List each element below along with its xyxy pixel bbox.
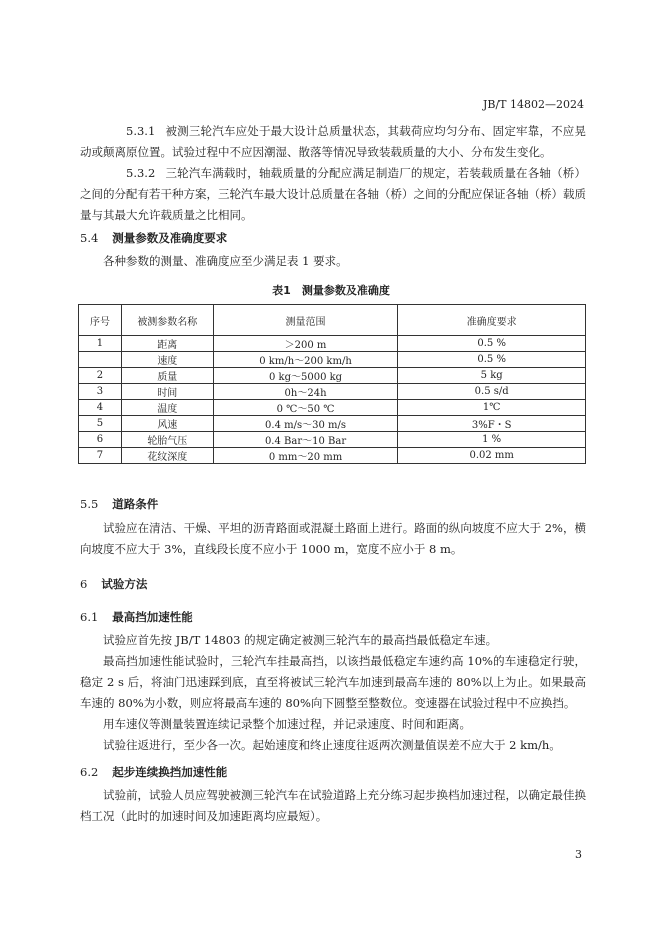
paragraph-6-2: 试验前，试验人员应驾驶被测三轮汽车在试验道路上充分练习起步换档加速过程，以确定最佳换档工况（此时的加速时间及加速距离均应最短）。 xyxy=(80,788,586,823)
table-row xyxy=(79,400,586,416)
cell: 3%F・S xyxy=(398,416,586,432)
clause-number: 5.3.1 xyxy=(126,124,156,138)
heading-5-4 xyxy=(80,230,227,246)
cell: 1 % xyxy=(398,432,586,448)
paragraph-5-5: 试验应在清洁、干燥、平坦的沥青路面或混凝土路面上进行。路面的纵向坡度不应大于 2%，横向坡度不应大于 3%，直线段长度不应小于 1000 m，宽度不应小于 8 m。 xyxy=(80,521,586,556)
col-header: 序号 xyxy=(79,305,122,336)
cell: 0 kg～5000 kg xyxy=(213,368,398,384)
table-caption: 表1 测量参数及准确度 xyxy=(272,284,390,297)
clause-text: 被测三轮汽车应处于最大设计总质量状态，其载荷应均匀分布、固定牢靠，不应晃动或颠离原位置。试验过程中不应因潮湿、散落等情况导致装载质量的大小、分布发生变化。 xyxy=(80,124,586,159)
cell: 3 xyxy=(79,384,122,400)
cell: 0.4 Bar～10 Bar xyxy=(213,432,398,448)
table-row xyxy=(79,352,586,368)
cell: 0.02 mm xyxy=(398,448,586,464)
cell: 5 xyxy=(79,416,122,432)
page-number: 3 xyxy=(575,848,582,861)
heading-number: 6.2 xyxy=(80,765,99,779)
heading-number: 5.5 xyxy=(80,497,99,511)
table-row xyxy=(79,448,586,464)
cell: 7 xyxy=(79,448,122,464)
cell: ＞200 m xyxy=(213,336,398,352)
cell: 距离 xyxy=(121,336,213,352)
cell: 质量 xyxy=(121,368,213,384)
paragraph-6-1-a: 试验应首先按 JB/T 14803 的规定确定被测三轮汽车的最高挡最低稳定车速。 xyxy=(103,633,498,647)
cell xyxy=(79,352,122,368)
cell: 0.4 m/s～30 m/s xyxy=(213,416,398,432)
heading-number: 6.1 xyxy=(80,610,99,624)
cell: 0 km/h～200 km/h xyxy=(213,352,398,368)
table-row xyxy=(79,416,586,432)
cell: 0h～24h xyxy=(213,384,398,400)
heading-number: 6 xyxy=(80,577,88,591)
cell: 0.5 % xyxy=(398,336,586,352)
cell: 温度 xyxy=(121,400,213,416)
clause-5-3-2 xyxy=(80,163,586,226)
standard-code: JB/T 14802—2024 xyxy=(482,98,584,111)
cell: 1℃ xyxy=(398,400,586,416)
col-header: 准确度要求 xyxy=(398,305,586,336)
cell: 6 xyxy=(79,432,122,448)
cell: 轮胎气压 xyxy=(121,432,213,448)
cell: 风速 xyxy=(121,416,213,432)
paragraph-5-4: 各种参数的测量、准确度应至少满足表 1 要求。 xyxy=(103,254,348,268)
measurement-table xyxy=(78,304,586,464)
heading-6-2 xyxy=(80,764,227,780)
cell: 时间 xyxy=(121,384,213,400)
clause-5-3-1 xyxy=(80,121,586,163)
clause-text: 三轮汽车满载时，轴载质量的分配应满足制造厂的规定，若装载质量在各轴（桥）之间的分配有若干种方案，三轮汽车最大设计总质量在各轴（桥）之间的分配应保证各轴（桥）载质量与其最大允许载质量之比相同。 xyxy=(80,166,586,222)
cell: 花纹深度 xyxy=(121,448,213,464)
heading-title: 道路条件 xyxy=(112,497,159,511)
col-header: 测量范围 xyxy=(213,305,398,336)
heading-title: 试验方法 xyxy=(101,577,148,591)
paragraph-6-1-b: 最高挡加速性能试验时，三轮汽车挂最高挡，以该挡最低稳定车速约高 10%的车速稳定行驶，稳定 2 s 后，将油门迅速踩到底，直至将被试三轮汽车加速到最高车速的 80%以上为止。如果最高车速的 80%为小数，则应将最高车速的 80%向下圆整至整数位。变速器在试验过程中不应换挡。 xyxy=(80,654,586,710)
table-row xyxy=(79,384,586,400)
paragraph-6-1-c: 用车速仪等测量装置连续记录整个加速过程，并记录速度、时间和距离。 xyxy=(103,717,471,731)
cell: 1 xyxy=(79,336,122,352)
cell: 0.5 s/d xyxy=(398,384,586,400)
heading-title: 最高挡加速性能 xyxy=(112,610,193,624)
cell: 4 xyxy=(79,400,122,416)
heading-6 xyxy=(80,576,147,592)
heading-number: 5.4 xyxy=(80,231,99,245)
paragraph-6-1-d: 试验往返进行，至少各一次。起始速度和终止速度往返两次测量值误差不应大于 2 km/h。 xyxy=(103,738,561,752)
cell: 0.5 % xyxy=(398,352,586,368)
table-row xyxy=(79,368,586,384)
heading-title: 起步连续换挡加速性能 xyxy=(112,765,228,779)
table-row xyxy=(79,432,586,448)
heading-title: 测量参数及准确度要求 xyxy=(112,231,228,245)
table-row xyxy=(79,336,586,352)
cell: 速度 xyxy=(121,352,213,368)
table-header-row xyxy=(79,305,586,336)
clause-number: 5.3.2 xyxy=(126,166,156,180)
heading-6-1 xyxy=(80,609,193,625)
cell: 0 mm～20 mm xyxy=(213,448,398,464)
col-header: 被测参数名称 xyxy=(121,305,213,336)
cell: 5 kg xyxy=(398,368,586,384)
cell: 2 xyxy=(79,368,122,384)
cell: 0 ℃～50 ℃ xyxy=(213,400,398,416)
heading-5-5 xyxy=(80,496,158,512)
